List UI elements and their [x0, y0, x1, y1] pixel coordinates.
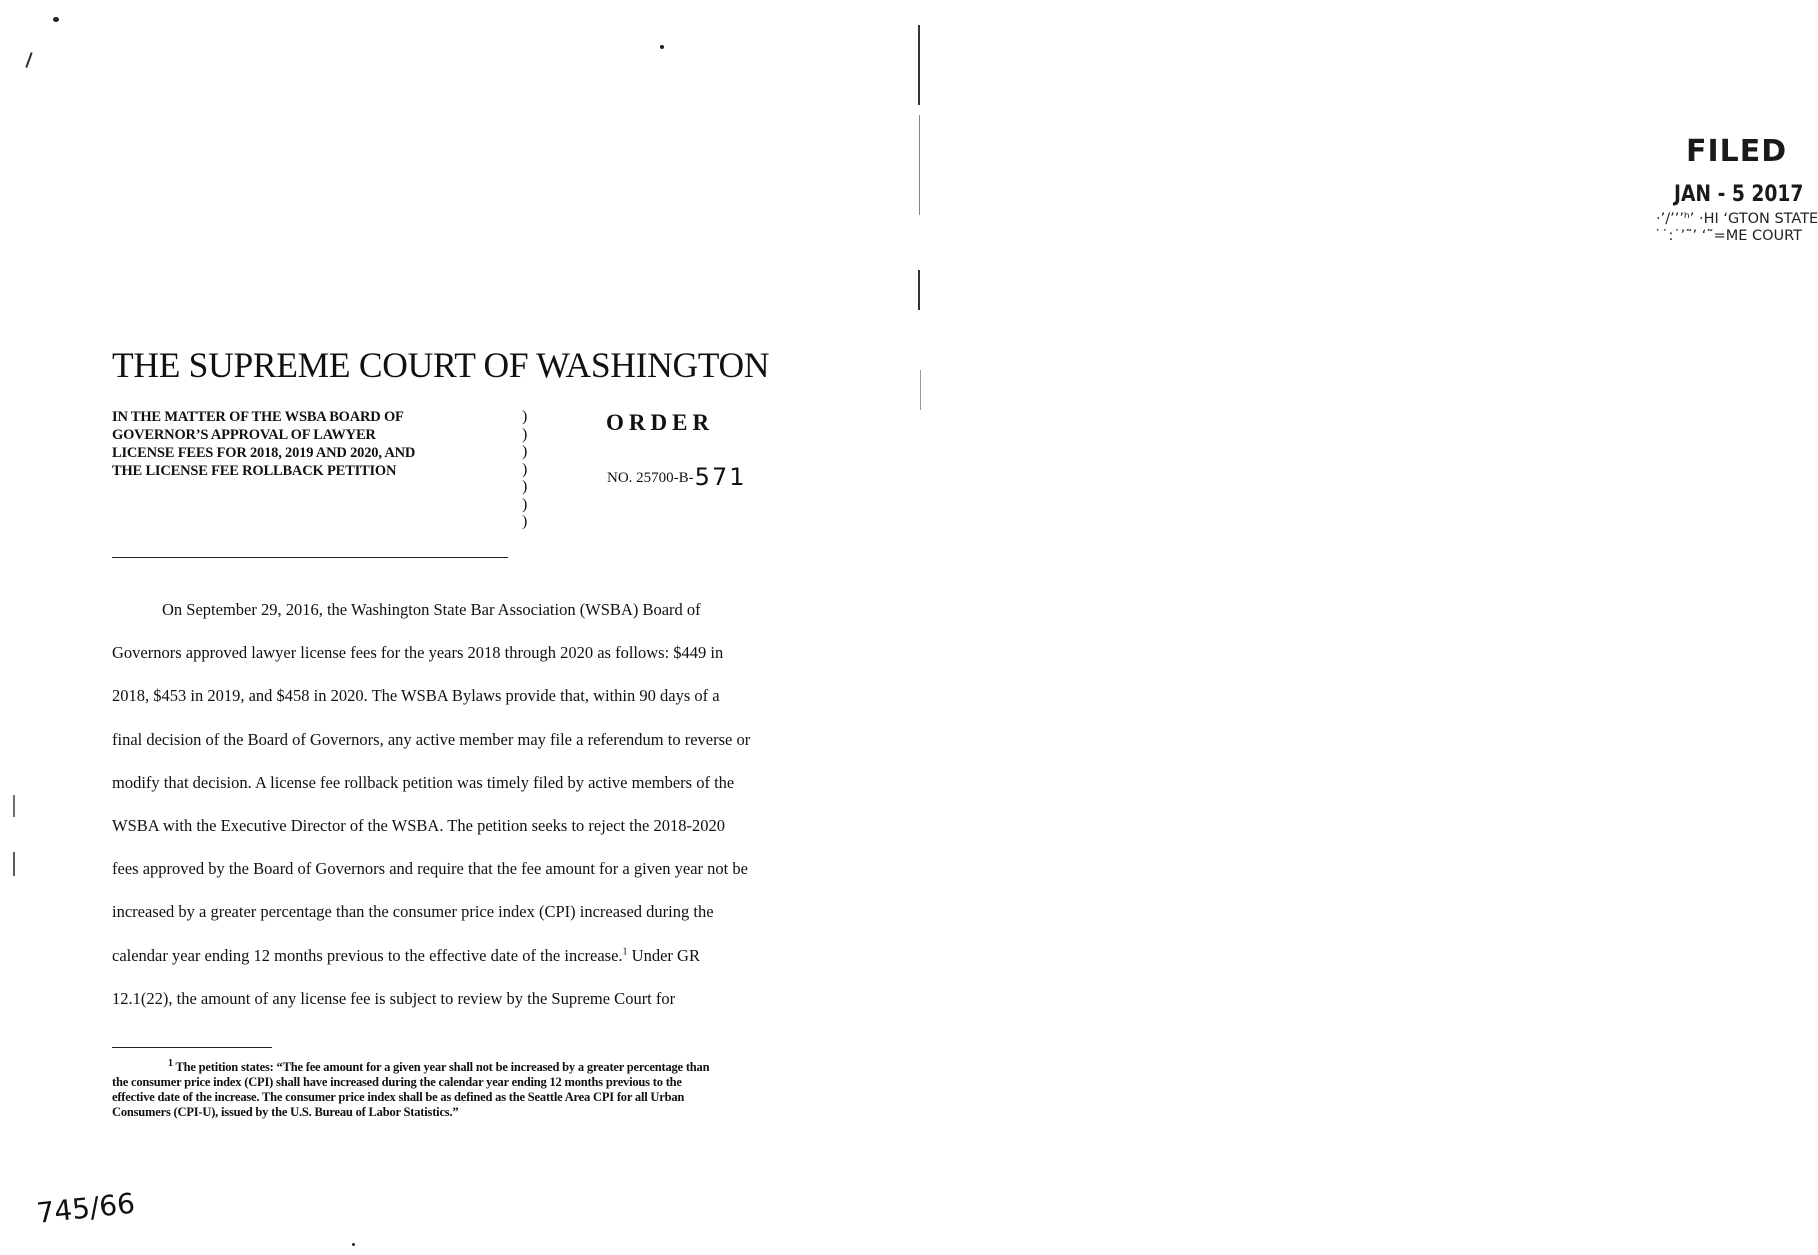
body-line: 12.1(22), the amount of any license fee is subject to review by the Supreme Court for — [112, 989, 676, 1008]
scan-edge-mark — [13, 852, 15, 876]
scan-speck — [660, 45, 664, 49]
paren: ) — [522, 495, 528, 513]
scan-speck — [53, 17, 59, 22]
stamp-filed-label: FILED — [1686, 134, 1788, 169]
body-line-with-footnote — [112, 946, 700, 966]
body-line: increased by a greater percentage than the consumer price index (CPI) increased during the — [112, 902, 714, 921]
paren: ) — [522, 408, 528, 425]
order-heading: ORDER — [606, 410, 715, 435]
footnote-line: effective date of the increase. The consumer price index shall be as defined as the Seattle Area CPI for all Urban — [112, 1090, 685, 1105]
paren: ) — [522, 513, 528, 530]
paren: ) — [522, 443, 528, 460]
footnote-reference[interactable]: 1 — [622, 946, 628, 958]
scan-edge-mark — [920, 370, 921, 410]
paren: ) — [522, 425, 528, 443]
court-title: THE SUPREME COURT OF WASHINGTON — [112, 345, 770, 385]
body-line: 2018, $453 in 2019, and $458 in 2020. The WSBA Bylaws provide that, within 90 days of a — [112, 686, 720, 705]
handwritten-mark: 745/66 — [35, 1186, 137, 1230]
body-line: Governors approved lawyer license fees for the years 2018 through 2020 as follows: $449 in — [112, 643, 724, 662]
paren: ) — [522, 478, 528, 495]
scan-edge-mark — [25, 52, 32, 68]
caption-line: LICENSE FEES FOR 2018, 2019 AND 2020, AND — [112, 445, 416, 461]
scan-speck — [352, 1243, 355, 1246]
case-caption — [112, 408, 415, 480]
body-line: WSBA with the Executive Director of the WSBA. The petition seeks to reject the 2018-2020 — [112, 816, 725, 835]
footnote — [112, 1056, 832, 1120]
footnote-number: 1 — [168, 1058, 173, 1069]
body-line: modify that decision. A license fee rollback petition was timely filed by active members of the — [112, 773, 735, 792]
case-number — [607, 460, 747, 491]
caption-line: THE LICENSE FEE ROLLBACK PETITION — [112, 463, 397, 479]
scan-edge-mark — [919, 115, 920, 215]
caption-parentheses — [522, 408, 527, 531]
footnote-line: Consumers (CPI-U), issued by the U.S. Bureau of Labor Statistics.” — [112, 1105, 459, 1120]
caption-line: GOVERNOR’S APPROVAL OF LAWYER — [112, 427, 376, 443]
stamp-court-line-1: ·’/’’’ʰ’ ·HI ‘GTON STATE — [1656, 211, 1818, 227]
case-number-label: NO. 25700-B- — [607, 470, 694, 486]
stamp-court-line-2: ˙˙:˙’˜’ ‘˜=ME COURT — [1654, 228, 1803, 244]
footnote-rule — [112, 1047, 272, 1048]
scan-edge-mark — [13, 795, 15, 817]
paren: ) — [522, 460, 528, 478]
body-line-text: calendar year ending 12 months previous to the effective date of the increase. — [112, 946, 623, 965]
footnote-text: The petition states: “The fee amount for a given year shall not be increased by a greater percentage than — [175, 1060, 710, 1075]
body-line-tail: Under GR — [627, 946, 700, 965]
body-line: final decision of the Board of Governors, any active member may file a referendum to reverse or — [112, 730, 751, 749]
scan-edge-mark — [918, 25, 920, 105]
body-line: fees approved by the Board of Governors and require that the fee amount for a given year not be — [112, 859, 748, 878]
scan-edge-mark — [918, 270, 920, 310]
caption-rule — [112, 557, 508, 558]
stamp-date: JAN - 5 2017 — [1674, 182, 1804, 207]
footnote-line — [112, 1056, 832, 1075]
caption-line: IN THE MATTER OF THE WSBA BOARD OF — [112, 409, 404, 425]
footnote-line: the consumer price index (CPI) shall have increased during the calendar year ending 12 months previous to the — [112, 1075, 682, 1090]
case-number-handwritten: 571 — [694, 463, 747, 491]
body-line: On September 29, 2016, the Washington State Bar Association (WSBA) Board of — [162, 600, 701, 619]
